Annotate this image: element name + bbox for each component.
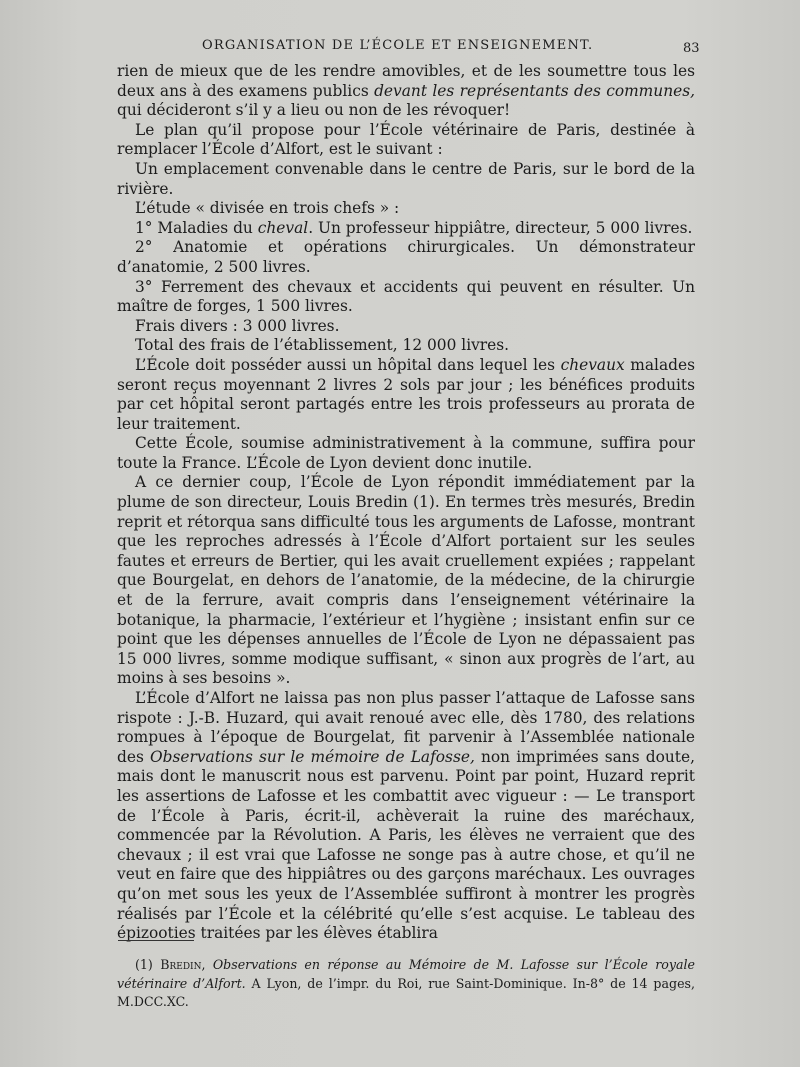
text-run: malades seront reçus moyennant 2 livres 2 sols par jour ; les bénéfices produits par cet hôpital seront partagés entre les trois professeurs au prorata de leur traitement.: [117, 355, 695, 433]
italic-run: Observations sur le mémoire de Lafosse,: [150, 747, 475, 766]
text-run: 1° Maladies du: [135, 218, 258, 237]
footnote-divider: [118, 940, 194, 941]
text-run: rien de mieux que de les rendre amovibles, et de les soumettre tous les deux ans à des examens publics: [117, 62, 695, 100]
text-run: qui décideront s’il y a lieu ou non de les révoquer!: [117, 101, 511, 120]
footnote-number: (1): [135, 957, 161, 972]
paragraph-3: Un emplacement convenable dans le centre de Paris, sur le bord de la rivière.: [117, 159, 695, 198]
paragraph-1: [117, 62, 695, 121]
footnote-imprint: A Lyon, de l’impr. du Roi, rue Saint-Dominique. In-8° de 14 pages, M.DCC.XC.: [117, 975, 695, 1009]
paragraph-8: Frais divers : 3 000 livres.: [135, 316, 340, 335]
text-run: . Un professeur hippiâtre, directeur, 5 000 livres.: [308, 218, 693, 237]
paragraph-2: Le plan qu’il propose pour l’École vétérinaire de Paris, destinée à remplacer l’École d’Alfort, est le suivant :: [117, 120, 695, 159]
page-number: 83: [683, 41, 700, 56]
text-run: ,: [201, 957, 213, 972]
footnote-author: Bredin: [160, 957, 202, 972]
footnote-text: [117, 956, 695, 1012]
paragraph-6: 2° Anatomie et opérations chirurgicales. Un démonstrateur d’anatomie, 2 500 livres.: [117, 238, 695, 276]
paragraph-13: [117, 689, 695, 944]
paragraph-10: [117, 356, 695, 434]
paragraph-9: Total des frais de l’établissement, 12 000 livres.: [135, 336, 510, 355]
paragraph-5: [117, 219, 695, 239]
text-run: L’École doit posséder aussi un hôpital dans lequel les: [135, 355, 561, 374]
body-text: [117, 62, 695, 944]
running-title: ORGANISATION DE L’ÉCOLE ET ENSEIGNEMENT.: [202, 38, 594, 53]
paragraph-11: Cette École, soumise administrativement à la commune, suffira pour toute la France. L’École de Lyon devient donc inutile.: [117, 434, 695, 472]
footnote-title: Observations en réponse au Mémoire de M. Lafosse sur l’École royale vétérinaire d’Alfort.: [117, 957, 695, 991]
paragraph-4: L’étude « divisée en trois chefs » :: [135, 199, 400, 218]
italic-run: cheval: [257, 218, 309, 237]
italic-run: chevaux: [560, 355, 625, 374]
footnote: [117, 956, 695, 1012]
text-run: L’École d’Alfort ne laissa pas non plus passer l’attaque de Lafosse sans rispote : J.-B. Huzard, qui avait renoué avec elle, dès 1780, des relations rompues à l’époque de Bourgelat, fit parvenir à l’Assemblée nationale des: [117, 689, 695, 766]
paragraph-12: A ce dernier coup, l’École de Lyon répondit immédiatement par la plume de son directeur, Louis Bredin (1). En termes très mesurés, Bredin reprit et rétorqua sans difficulté tous les arguments de Lafosse, montrant que les reproches adressés à l’École d’Alfort portaient sur les seules fautes et erreurs de Bertier, qui les avait cruellement expiées ; rappelant que Bourgelat, en dehors de l’anatomie, de la médecine, de la chirurgie et de la ferrure, avait compris dans l’enseignement vétérinaire la botanique, la pharmacie, l’extérieur et l’hygiène ; insistant enfin sur ce point que les dépenses annuelles de l’École de Lyon ne dépassaient pas 15 000 livres, somme modique suffisant, « sinon aux progrès de l’art, au moins à ses besoins ».: [117, 473, 695, 688]
paragraph-7: 3° Ferrement des chevaux et accidents qui peuvent en résulter. Un maître de forges, 1 500 livres.: [117, 277, 695, 316]
italic-run: devant les représentants des communes,: [374, 81, 696, 100]
text-run: non imprimées sans doute, mais dont le manuscrit nous est parvenu. Point par point, Huzard reprit les assertions de Lafosse et les combattit avec vigueur : — Le transport de l’École à Paris, écrit-il, achèverait la ruine des maréchaux, commencée par la Révolution. A Paris, les élèves ne verraient que des chevaux ; il est vrai que Lafosse ne songe pas à autre chose, et qu’il ne veut en faire que des hippiâtres ou des garçons maréchaux. Les ouvrages qu’on met sous les yeux de l’Assemblée suffiront à montrer les progrès réalisés par l’École et la célébrité qu’elle s’est acquise. Le tableau des épizooties traitées par les élèves établira: [117, 747, 695, 943]
